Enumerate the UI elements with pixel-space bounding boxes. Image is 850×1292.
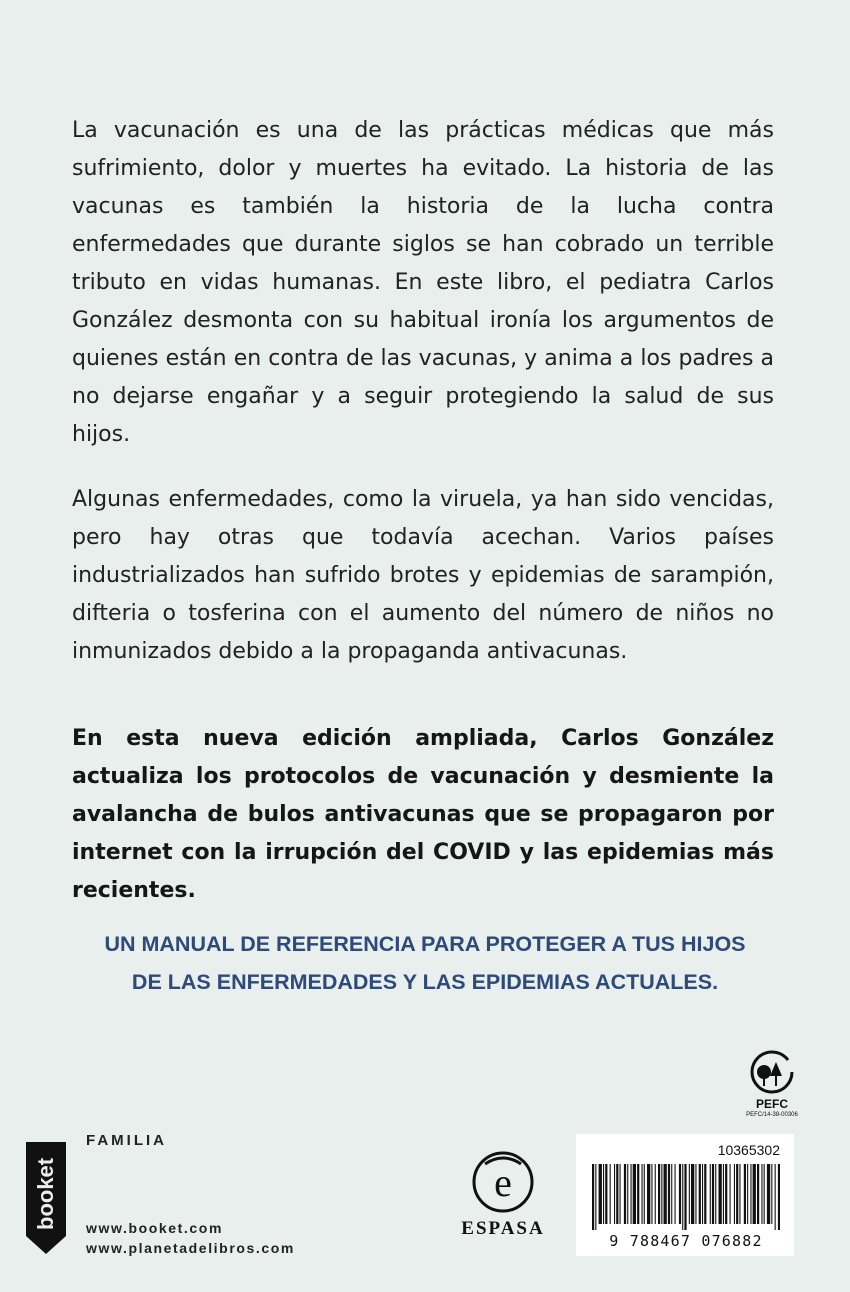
barcode-bar	[739, 1164, 740, 1224]
barcode-bar	[767, 1164, 770, 1224]
pefc-certification	[742, 1050, 802, 1119]
barcode-bar	[620, 1164, 621, 1224]
barcode-bar	[778, 1164, 780, 1230]
barcode-bar	[712, 1164, 714, 1224]
barcode-bar	[744, 1164, 746, 1224]
barcode-bar	[614, 1164, 615, 1224]
barcode-bar	[637, 1164, 639, 1224]
synopsis-paragraph-1: La vacunación es una de las prácticas médicas que más sufrimiento, dolor y muertes ha evitado. La historia de las vacunas es también la historia de la lucha contra enfermedades que durante siglos se han cobrado un terrible tributo en vidas humanas. En este libro, el pediatra Carlos González desmonta con su habitual ironía los argumentos de quienes están en contra de las vacunas, y anima a los padres a no dejarse engañar y a seguir protegiendo la salud de sus hijos.	[72, 118, 774, 447]
barcode-bar	[661, 1164, 662, 1224]
barcode-bar	[710, 1164, 711, 1224]
barcode-bar	[725, 1164, 727, 1224]
barcode-bar	[771, 1164, 772, 1224]
barcode-bar	[664, 1164, 667, 1224]
barcode-bar	[624, 1164, 626, 1224]
barcode-bar	[642, 1164, 643, 1224]
barcode-bar	[682, 1164, 683, 1230]
synopsis-paragraph-3-bold: En esta nueva edición ampliada, Carlos González actualiza los protocolos de vacunación y desmiente la avalancha de bulos antivacunas que se propagaron por internet con la irrupción del COVID y las epidemias más recientes.	[72, 726, 774, 903]
internal-code: 10365302	[717, 1142, 780, 1158]
pefc-tree-icon	[746, 1050, 798, 1094]
barcode-bar	[723, 1164, 724, 1224]
website-booket[interactable]: www.booket.com	[86, 1220, 224, 1236]
genre-label: FAMILIA	[86, 1132, 167, 1149]
synopsis-paragraph-2: Algunas enfermedades, como la viruela, ya han sido vencidas, pero hay otras que todavía acechan. Varios países industrializados han sufrido brotes y epidemias de sarampión, difteria o tosferina con el aumento del número de niños no inmunizados debido a la propaganda antivacunas.	[72, 487, 774, 664]
tagline-line-1: UN MANUAL DE REFERENCIA PARA PROTEGER A TUS HIJOS	[104, 932, 746, 956]
barcode-bar	[627, 1164, 628, 1224]
barcode-bar	[691, 1164, 694, 1224]
barcode-bar	[736, 1164, 738, 1224]
espasa-logo	[448, 1150, 558, 1240]
barcode-bar	[761, 1164, 762, 1224]
barcode-bar	[764, 1164, 765, 1224]
barcode-bars	[590, 1164, 780, 1230]
barcode-bar	[603, 1164, 604, 1224]
barcode-bar	[753, 1164, 756, 1224]
tagline-line-2: DE LAS ENFERMEDADES Y LAS EPIDEMIAS ACTUALES.	[131, 970, 719, 994]
barcode-bar	[592, 1164, 594, 1230]
barcode-bar	[644, 1164, 645, 1224]
barcode-bar	[610, 1164, 611, 1224]
barcode-bar	[699, 1164, 701, 1224]
barcode-bar	[730, 1164, 731, 1224]
website-planetadelibros[interactable]: www.planetadelibros.com	[86, 1240, 295, 1256]
barcode-bar	[671, 1164, 672, 1224]
tagline	[60, 925, 790, 1001]
pefc-code: PEFC/14-38-00306	[746, 1112, 798, 1118]
barcode-bar	[704, 1164, 706, 1224]
barcode-bar	[647, 1164, 650, 1224]
barcode-bar	[616, 1164, 618, 1224]
booket-logo-text: booket	[33, 1157, 58, 1230]
barcode-bar	[658, 1164, 660, 1224]
barcode-bar	[747, 1164, 748, 1224]
barcode-bar	[715, 1164, 716, 1224]
barcode-bar	[734, 1164, 735, 1224]
barcode-bar	[595, 1164, 596, 1230]
espasa-mark: e	[494, 1160, 512, 1205]
barcode-bar	[631, 1164, 632, 1224]
espasa-emblem-icon	[471, 1150, 535, 1214]
barcode-bar	[675, 1164, 676, 1224]
espasa-label: ESPASA	[461, 1218, 545, 1239]
barcode-bar	[599, 1164, 602, 1224]
barcode-bar	[775, 1164, 776, 1230]
booket-logo	[22, 1136, 70, 1258]
isbn-digits: 9 788467 076882	[609, 1232, 763, 1250]
barcode-bar	[750, 1164, 751, 1224]
barcode-bar	[605, 1164, 607, 1224]
barcode-bar	[695, 1164, 696, 1224]
barcode-bar	[719, 1164, 722, 1224]
barcode-bar	[702, 1164, 703, 1224]
pefc-label: PEFC	[755, 1097, 788, 1111]
barcode-bar	[689, 1164, 690, 1224]
barcode-bar	[651, 1164, 652, 1224]
barcode-bar	[757, 1164, 759, 1224]
barcode-bar	[679, 1164, 681, 1224]
website-links	[86, 1218, 295, 1258]
barcode-bar	[633, 1164, 636, 1224]
isbn-barcode	[576, 1134, 794, 1256]
barcode-bar	[684, 1164, 686, 1230]
barcode-bar	[668, 1164, 670, 1224]
barcode-bar	[655, 1164, 656, 1224]
